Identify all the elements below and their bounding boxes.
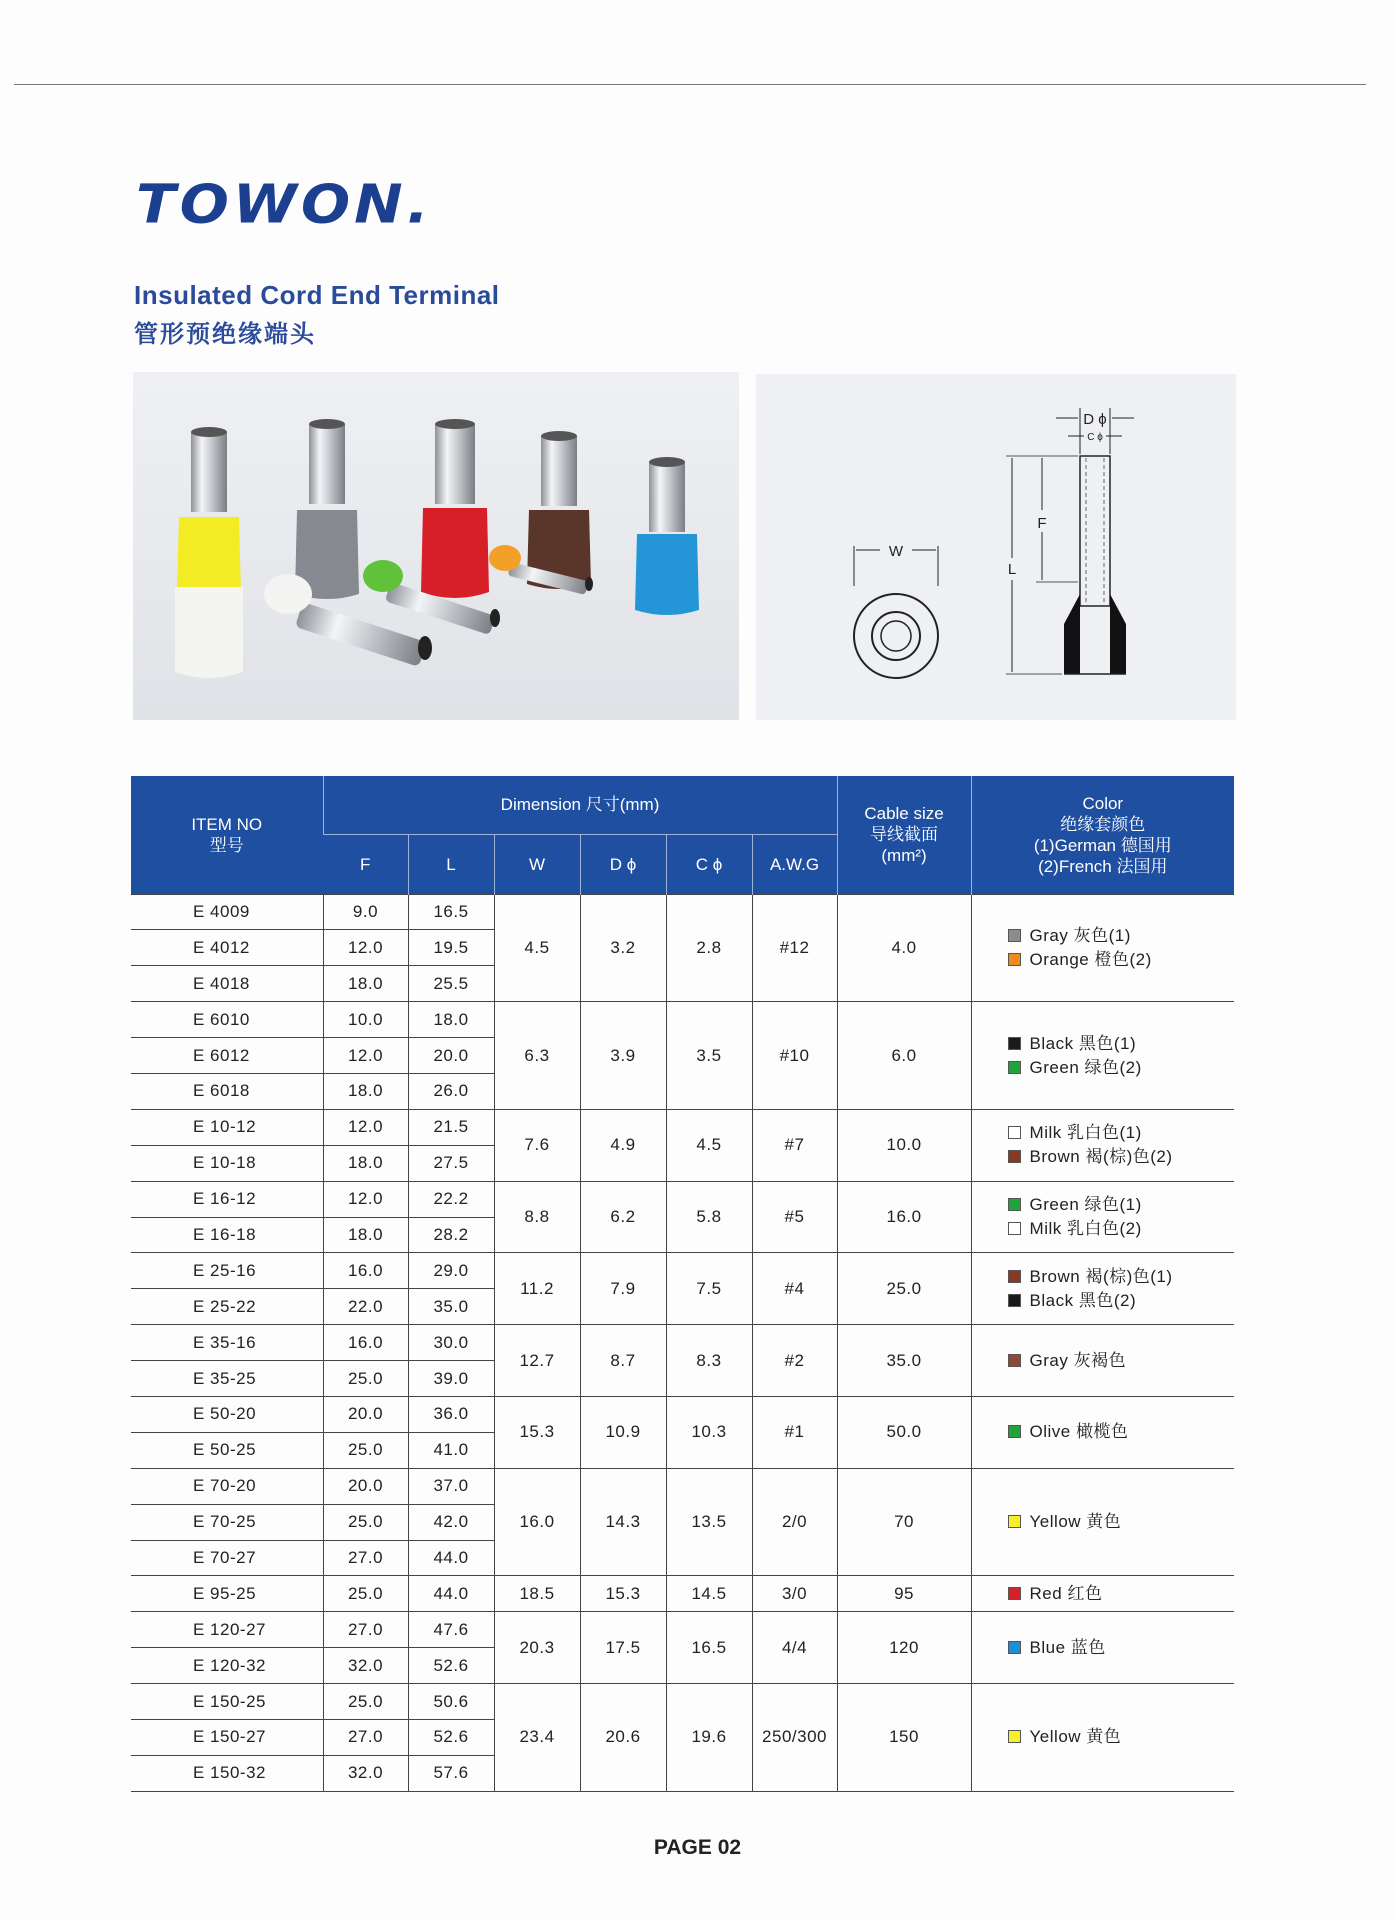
color-swatch bbox=[1008, 1150, 1021, 1163]
cell-cable: 4.0 bbox=[837, 894, 971, 1002]
color-swatch bbox=[1008, 1354, 1021, 1367]
color-label: Gray 灰褐色 bbox=[1029, 1350, 1127, 1370]
dimension-drawing bbox=[756, 374, 1236, 720]
cell-l: 25.5 bbox=[408, 966, 494, 1002]
color-swatch bbox=[1008, 1061, 1021, 1074]
brand-logo: TOWON. bbox=[136, 172, 433, 236]
label-l: L bbox=[1007, 561, 1017, 578]
cell-l: 16.5 bbox=[408, 894, 494, 930]
color-swatch bbox=[1008, 1641, 1021, 1654]
table-row bbox=[131, 1253, 1234, 1289]
spec-table bbox=[131, 776, 1234, 1792]
item-no: E 95-25 bbox=[131, 1576, 323, 1612]
header-color-en: Color bbox=[1082, 793, 1124, 813]
header-d: D ϕ bbox=[580, 834, 666, 894]
color-label: Green 绿色(1) bbox=[1029, 1195, 1142, 1215]
color-label: Blue 蓝色 bbox=[1029, 1637, 1106, 1657]
cell-f: 12.0 bbox=[323, 1181, 408, 1217]
table-row bbox=[131, 894, 1234, 930]
item-no: E 6010 bbox=[131, 1002, 323, 1038]
header-w: W bbox=[494, 834, 580, 894]
cell-f: 25.0 bbox=[323, 1504, 408, 1540]
cell-color bbox=[971, 1612, 1234, 1684]
cell-d: 3.2 bbox=[580, 894, 666, 1002]
color-entry bbox=[1008, 1121, 1235, 1145]
color-entry bbox=[1008, 1289, 1235, 1313]
color-swatch bbox=[1008, 1515, 1021, 1528]
item-no: E 70-27 bbox=[131, 1540, 323, 1576]
cell-l: 35.0 bbox=[408, 1289, 494, 1325]
cell-l: 29.0 bbox=[408, 1253, 494, 1289]
cell-l: 30.0 bbox=[408, 1325, 494, 1361]
header-item bbox=[131, 776, 323, 894]
header-cable-unit: (mm²) bbox=[881, 846, 927, 866]
cell-w: 12.7 bbox=[494, 1325, 580, 1397]
cell-l: 22.2 bbox=[408, 1181, 494, 1217]
color-entry bbox=[1008, 1193, 1235, 1217]
color-swatch bbox=[1008, 1270, 1021, 1283]
cell-l: 41.0 bbox=[408, 1432, 494, 1468]
cell-c: 19.6 bbox=[666, 1684, 752, 1792]
cell-l: 42.0 bbox=[408, 1504, 494, 1540]
item-no: E 10-18 bbox=[131, 1145, 323, 1181]
color-entry bbox=[1008, 1056, 1235, 1080]
cell-color bbox=[971, 1325, 1234, 1397]
cell-l: 44.0 bbox=[408, 1576, 494, 1612]
cell-cable: 150 bbox=[837, 1684, 971, 1792]
header-color-german: (1)German 德国用 bbox=[1033, 835, 1172, 855]
cell-d: 6.2 bbox=[580, 1181, 666, 1253]
cell-c: 4.5 bbox=[666, 1109, 752, 1181]
cell-awg: #10 bbox=[752, 1002, 837, 1110]
header-color-french: (2)French 法国用 bbox=[1038, 856, 1168, 876]
cell-w: 16.0 bbox=[494, 1468, 580, 1576]
item-no: E 4009 bbox=[131, 894, 323, 930]
item-no: E 10-12 bbox=[131, 1109, 323, 1145]
table-row bbox=[131, 1109, 1234, 1145]
label-w: W bbox=[888, 543, 904, 560]
cell-color bbox=[971, 1468, 1234, 1576]
color-entry bbox=[1008, 1636, 1235, 1660]
cell-c: 7.5 bbox=[666, 1253, 752, 1325]
cell-f: 25.0 bbox=[323, 1684, 408, 1720]
item-no: E 6018 bbox=[131, 1073, 323, 1109]
color-label: Yellow 黄色 bbox=[1029, 1727, 1122, 1747]
item-no: E 35-16 bbox=[131, 1325, 323, 1361]
color-label: Yellow 黄色 bbox=[1029, 1512, 1122, 1532]
cell-cable: 25.0 bbox=[837, 1253, 971, 1325]
cell-f: 25.0 bbox=[323, 1361, 408, 1397]
cell-awg: #12 bbox=[752, 894, 837, 1002]
item-no: E 25-16 bbox=[131, 1253, 323, 1289]
title-chinese: 管形预绝缘端头 bbox=[134, 321, 316, 348]
color-swatch bbox=[1008, 1425, 1021, 1438]
table-row bbox=[131, 1684, 1234, 1720]
cell-l: 52.6 bbox=[408, 1719, 494, 1755]
cell-l: 37.0 bbox=[408, 1468, 494, 1504]
cell-cable: 120 bbox=[837, 1612, 971, 1684]
cell-l: 57.6 bbox=[408, 1755, 494, 1791]
color-swatch bbox=[1008, 1730, 1021, 1743]
label-d: D ϕ bbox=[1083, 411, 1107, 428]
cell-cable: 35.0 bbox=[837, 1325, 971, 1397]
table-row bbox=[131, 1396, 1234, 1432]
sleeve-left bbox=[1064, 594, 1080, 674]
cell-l: 27.5 bbox=[408, 1145, 494, 1181]
color-entry bbox=[1008, 1582, 1235, 1606]
cell-f: 25.0 bbox=[323, 1576, 408, 1612]
cell-d: 7.9 bbox=[580, 1253, 666, 1325]
cell-f: 27.0 bbox=[323, 1612, 408, 1648]
ring-outer bbox=[854, 594, 938, 678]
cell-f: 25.0 bbox=[323, 1432, 408, 1468]
top-rule bbox=[14, 84, 1366, 85]
color-swatch bbox=[1008, 1198, 1021, 1211]
cell-c: 3.5 bbox=[666, 1002, 752, 1110]
cell-d: 14.3 bbox=[580, 1468, 666, 1576]
cell-l: 20.0 bbox=[408, 1038, 494, 1074]
cell-d: 20.6 bbox=[580, 1684, 666, 1792]
color-label: Red 红色 bbox=[1029, 1583, 1103, 1603]
color-label: Brown 褐(棕)色(1) bbox=[1029, 1266, 1173, 1286]
color-label: Milk 乳白色(2) bbox=[1029, 1219, 1142, 1239]
cell-c: 14.5 bbox=[666, 1576, 752, 1612]
cell-cable: 50.0 bbox=[837, 1396, 971, 1468]
cell-color bbox=[971, 894, 1234, 1002]
item-no: E 150-25 bbox=[131, 1684, 323, 1720]
cell-w: 4.5 bbox=[494, 894, 580, 1002]
ferrule-tube bbox=[1080, 456, 1110, 606]
cell-f: 20.0 bbox=[323, 1396, 408, 1432]
cell-cable: 95 bbox=[837, 1576, 971, 1612]
cell-color bbox=[971, 1576, 1234, 1612]
cell-c: 2.8 bbox=[666, 894, 752, 1002]
cell-awg: 4/4 bbox=[752, 1612, 837, 1684]
cell-l: 39.0 bbox=[408, 1361, 494, 1397]
item-no: E 25-22 bbox=[131, 1289, 323, 1325]
cell-f: 22.0 bbox=[323, 1289, 408, 1325]
cell-c: 16.5 bbox=[666, 1612, 752, 1684]
color-swatch bbox=[1008, 1126, 1021, 1139]
cell-f: 16.0 bbox=[323, 1325, 408, 1361]
item-no: E 70-25 bbox=[131, 1504, 323, 1540]
header-cable bbox=[837, 776, 971, 894]
color-swatch bbox=[1008, 1587, 1021, 1600]
cell-c: 10.3 bbox=[666, 1396, 752, 1468]
cell-w: 18.5 bbox=[494, 1576, 580, 1612]
cell-l: 26.0 bbox=[408, 1073, 494, 1109]
cell-w: 20.3 bbox=[494, 1612, 580, 1684]
cell-l: 44.0 bbox=[408, 1540, 494, 1576]
cell-f: 20.0 bbox=[323, 1468, 408, 1504]
item-no: E 16-18 bbox=[131, 1217, 323, 1253]
header-item-en: ITEM NO bbox=[191, 814, 263, 834]
cell-awg: 2/0 bbox=[752, 1468, 837, 1576]
color-swatch bbox=[1008, 1294, 1021, 1307]
label-c: C ϕ bbox=[1087, 432, 1103, 443]
table-row bbox=[131, 1325, 1234, 1361]
item-no: E 4018 bbox=[131, 966, 323, 1002]
product-photo-illustration bbox=[133, 372, 739, 720]
color-entry bbox=[1008, 1725, 1235, 1749]
color-label: Black 黑色(1) bbox=[1029, 1033, 1137, 1053]
cell-f: 9.0 bbox=[323, 894, 408, 930]
item-no: E 150-32 bbox=[131, 1755, 323, 1791]
cell-awg: #1 bbox=[752, 1396, 837, 1468]
cell-f: 10.0 bbox=[323, 1002, 408, 1038]
cell-c: 8.3 bbox=[666, 1325, 752, 1397]
item-no: E 70-20 bbox=[131, 1468, 323, 1504]
color-swatch bbox=[1008, 1037, 1021, 1050]
color-label: Gray 灰色(1) bbox=[1029, 925, 1131, 945]
cell-w: 8.8 bbox=[494, 1181, 580, 1253]
header-color-cn: 绝缘套颜色 bbox=[1060, 814, 1146, 834]
cell-f: 18.0 bbox=[323, 1217, 408, 1253]
cell-awg: #2 bbox=[752, 1325, 837, 1397]
color-label: Green 绿色(2) bbox=[1029, 1057, 1142, 1077]
header-awg: A.W.G bbox=[752, 834, 837, 894]
cell-f: 12.0 bbox=[323, 1038, 408, 1074]
table-row bbox=[131, 1468, 1234, 1504]
header-c: C ϕ bbox=[666, 834, 752, 894]
product-photo bbox=[133, 372, 739, 720]
sleeve-right bbox=[1110, 594, 1126, 674]
color-swatch bbox=[1008, 1222, 1021, 1235]
cell-f: 18.0 bbox=[323, 1073, 408, 1109]
title-english: Insulated Cord End Terminal bbox=[134, 280, 500, 310]
cell-awg: #7 bbox=[752, 1109, 837, 1181]
color-entry bbox=[1008, 924, 1235, 948]
item-no: E 150-27 bbox=[131, 1719, 323, 1755]
cell-cable: 10.0 bbox=[837, 1109, 971, 1181]
color-swatch bbox=[1008, 929, 1021, 942]
cell-f: 12.0 bbox=[323, 930, 408, 966]
ring-inner bbox=[881, 621, 911, 651]
dimension-drawing-svg bbox=[756, 374, 1236, 720]
color-entry bbox=[1008, 1032, 1235, 1056]
cell-f: 27.0 bbox=[323, 1540, 408, 1576]
cell-l: 19.5 bbox=[408, 930, 494, 966]
color-label: Brown 褐(棕)色(2) bbox=[1029, 1147, 1173, 1167]
cell-cable: 6.0 bbox=[837, 1002, 971, 1110]
item-no: E 35-25 bbox=[131, 1361, 323, 1397]
item-no: E 6012 bbox=[131, 1038, 323, 1074]
page-number: PAGE 02 bbox=[653, 1836, 742, 1859]
header-l: L bbox=[408, 834, 494, 894]
cell-d: 3.9 bbox=[580, 1002, 666, 1110]
cell-l: 21.5 bbox=[408, 1109, 494, 1145]
cell-f: 16.0 bbox=[323, 1253, 408, 1289]
cell-d: 4.9 bbox=[580, 1109, 666, 1181]
cell-awg: #5 bbox=[752, 1181, 837, 1253]
cell-w: 6.3 bbox=[494, 1002, 580, 1110]
cell-color bbox=[971, 1396, 1234, 1468]
color-entry bbox=[1008, 1217, 1235, 1241]
color-label: Orange 橙色(2) bbox=[1029, 949, 1152, 969]
item-no: E 16-12 bbox=[131, 1181, 323, 1217]
cell-color bbox=[971, 1002, 1234, 1110]
color-entry bbox=[1008, 1510, 1235, 1534]
cell-d: 8.7 bbox=[580, 1325, 666, 1397]
spec-table-body bbox=[131, 894, 1234, 1791]
cell-w: 7.6 bbox=[494, 1109, 580, 1181]
table-row bbox=[131, 1576, 1234, 1612]
cell-awg: #4 bbox=[752, 1253, 837, 1325]
table-row bbox=[131, 1002, 1234, 1038]
cell-color bbox=[971, 1181, 1234, 1253]
cell-w: 11.2 bbox=[494, 1253, 580, 1325]
cell-awg: 3/0 bbox=[752, 1576, 837, 1612]
label-f: F bbox=[1037, 515, 1047, 532]
cell-color bbox=[971, 1253, 1234, 1325]
cell-f: 32.0 bbox=[323, 1755, 408, 1791]
cell-color bbox=[971, 1684, 1234, 1792]
ring-middle bbox=[872, 612, 920, 660]
color-entry bbox=[1008, 1349, 1235, 1373]
cell-l: 36.0 bbox=[408, 1396, 494, 1432]
color-swatch bbox=[1008, 953, 1021, 966]
header-color bbox=[971, 776, 1234, 894]
cell-l: 52.6 bbox=[408, 1648, 494, 1684]
item-no: E 120-27 bbox=[131, 1612, 323, 1648]
header-item-cn: 型号 bbox=[209, 835, 244, 855]
cell-color bbox=[971, 1109, 1234, 1181]
color-label: Olive 橄榄色 bbox=[1029, 1422, 1129, 1442]
color-entry bbox=[1008, 1265, 1235, 1289]
cell-cable: 16.0 bbox=[837, 1181, 971, 1253]
header-f: F bbox=[323, 834, 408, 894]
cell-d: 15.3 bbox=[580, 1576, 666, 1612]
cell-f: 27.0 bbox=[323, 1719, 408, 1755]
cell-l: 28.2 bbox=[408, 1217, 494, 1253]
cell-cable: 70 bbox=[837, 1468, 971, 1576]
item-no: E 4012 bbox=[131, 930, 323, 966]
cell-w: 15.3 bbox=[494, 1396, 580, 1468]
cell-l: 50.6 bbox=[408, 1684, 494, 1720]
cell-c: 5.8 bbox=[666, 1181, 752, 1253]
color-label: Milk 乳白色(1) bbox=[1029, 1123, 1142, 1143]
cell-awg: 250/300 bbox=[752, 1684, 837, 1792]
cell-c: 13.5 bbox=[666, 1468, 752, 1576]
cell-f: 32.0 bbox=[323, 1648, 408, 1684]
cell-f: 12.0 bbox=[323, 1109, 408, 1145]
cell-w: 23.4 bbox=[494, 1684, 580, 1792]
color-entry bbox=[1008, 1420, 1235, 1444]
cell-f: 18.0 bbox=[323, 1145, 408, 1181]
cell-d: 17.5 bbox=[580, 1612, 666, 1684]
item-no: E 120-32 bbox=[131, 1648, 323, 1684]
table-row bbox=[131, 1612, 1234, 1648]
header-cable-cn: 导线截面 bbox=[870, 825, 939, 845]
table-row bbox=[131, 1181, 1234, 1217]
cell-l: 47.6 bbox=[408, 1612, 494, 1648]
cell-l: 18.0 bbox=[408, 1002, 494, 1038]
header-dimension: Dimension 尺寸(mm) bbox=[323, 776, 837, 834]
color-entry bbox=[1008, 1145, 1235, 1169]
color-label: Black 黑色(2) bbox=[1029, 1290, 1137, 1310]
item-no: E 50-20 bbox=[131, 1396, 323, 1432]
header-cable-en: Cable size bbox=[864, 804, 944, 824]
color-entry bbox=[1008, 948, 1235, 972]
cell-f: 18.0 bbox=[323, 966, 408, 1002]
item-no: E 50-25 bbox=[131, 1432, 323, 1468]
cell-d: 10.9 bbox=[580, 1396, 666, 1468]
